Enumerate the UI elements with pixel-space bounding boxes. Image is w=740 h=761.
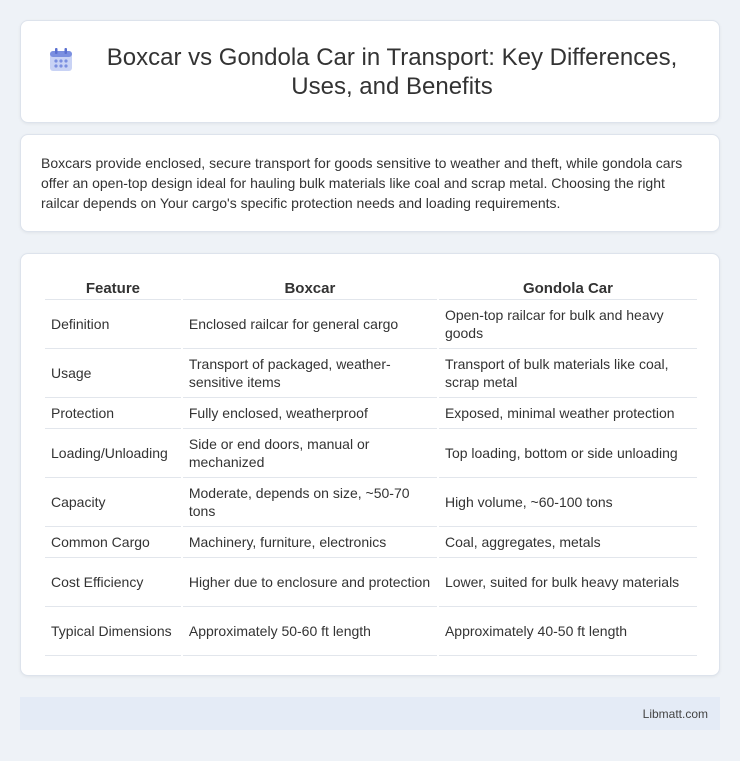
header-feature: Feature (45, 274, 181, 300)
gondola-cell: Coal, aggregates, metals (439, 527, 697, 558)
table-row (45, 607, 697, 656)
page-title: Boxcar vs Gondola Car in Transport: Key Differences, Uses, and Benefits (106, 43, 678, 100)
gondola-cell: Exposed, minimal weather protection (439, 398, 697, 429)
table-row (45, 478, 697, 527)
table-row (45, 527, 697, 558)
gondola-cell: Top loading, bottom or side unloading (439, 429, 697, 478)
feature-cell: Protection (45, 398, 181, 429)
intro-card (20, 134, 720, 232)
feature-cell: Definition (45, 300, 181, 349)
table-row (45, 429, 697, 478)
feature-cell: Cost Efficiency (45, 558, 181, 607)
boxcar-cell: Moderate, depends on size, ~50-70 tons (183, 478, 437, 527)
table-header-row (45, 274, 697, 300)
table-row (45, 558, 697, 607)
comparison-table (43, 274, 699, 656)
header-boxcar: Boxcar (183, 274, 437, 300)
feature-cell: Capacity (45, 478, 181, 527)
feature-cell: Typical Dimensions (45, 607, 181, 656)
boxcar-cell: Approximately 50-60 ft length (183, 607, 437, 656)
header-gondola-car: Gondola Car (439, 274, 697, 300)
gondola-cell: Approximately 40-50 ft length (439, 607, 697, 656)
feature-cell: Loading/Unloading (45, 429, 181, 478)
boxcar-cell: Transport of packaged, weather-sensitive items (183, 349, 437, 398)
calendar-icon (48, 47, 74, 73)
boxcar-cell: Higher due to enclosure and protection (183, 558, 437, 607)
gondola-cell: High volume, ~60-100 tons (439, 478, 697, 527)
table-row (45, 300, 697, 349)
boxcar-cell: Side or end doors, manual or mechanized (183, 429, 437, 478)
boxcar-cell: Machinery, furniture, electronics (183, 527, 437, 558)
table-row (45, 349, 697, 398)
feature-cell: Usage (45, 349, 181, 398)
footer (20, 697, 720, 730)
gondola-cell: Transport of bulk materials like coal, scrap metal (439, 349, 697, 398)
boxcar-cell: Enclosed railcar for general cargo (183, 300, 437, 349)
title-card (20, 20, 720, 123)
table-row (45, 398, 697, 429)
gondola-cell: Lower, suited for bulk heavy materials (439, 558, 697, 607)
boxcar-cell: Fully enclosed, weatherproof (183, 398, 437, 429)
feature-cell: Common Cargo (45, 527, 181, 558)
title-wrap (40, 43, 700, 101)
intro-paragraph: Boxcars provide enclosed, secure transport for goods sensitive to weather and theft, while gondola cars offer an open-top design ideal for hauling bulk materials like coal and scrap metal. Choosing the right railcar depends on Your cargo's specific protection needs and loading requirements. (41, 155, 683, 211)
footer-site-link[interactable]: Libmatt.com (642, 706, 708, 721)
comparison-card (20, 253, 720, 676)
gondola-cell: Open-top railcar for bulk and heavy goods (439, 300, 697, 349)
